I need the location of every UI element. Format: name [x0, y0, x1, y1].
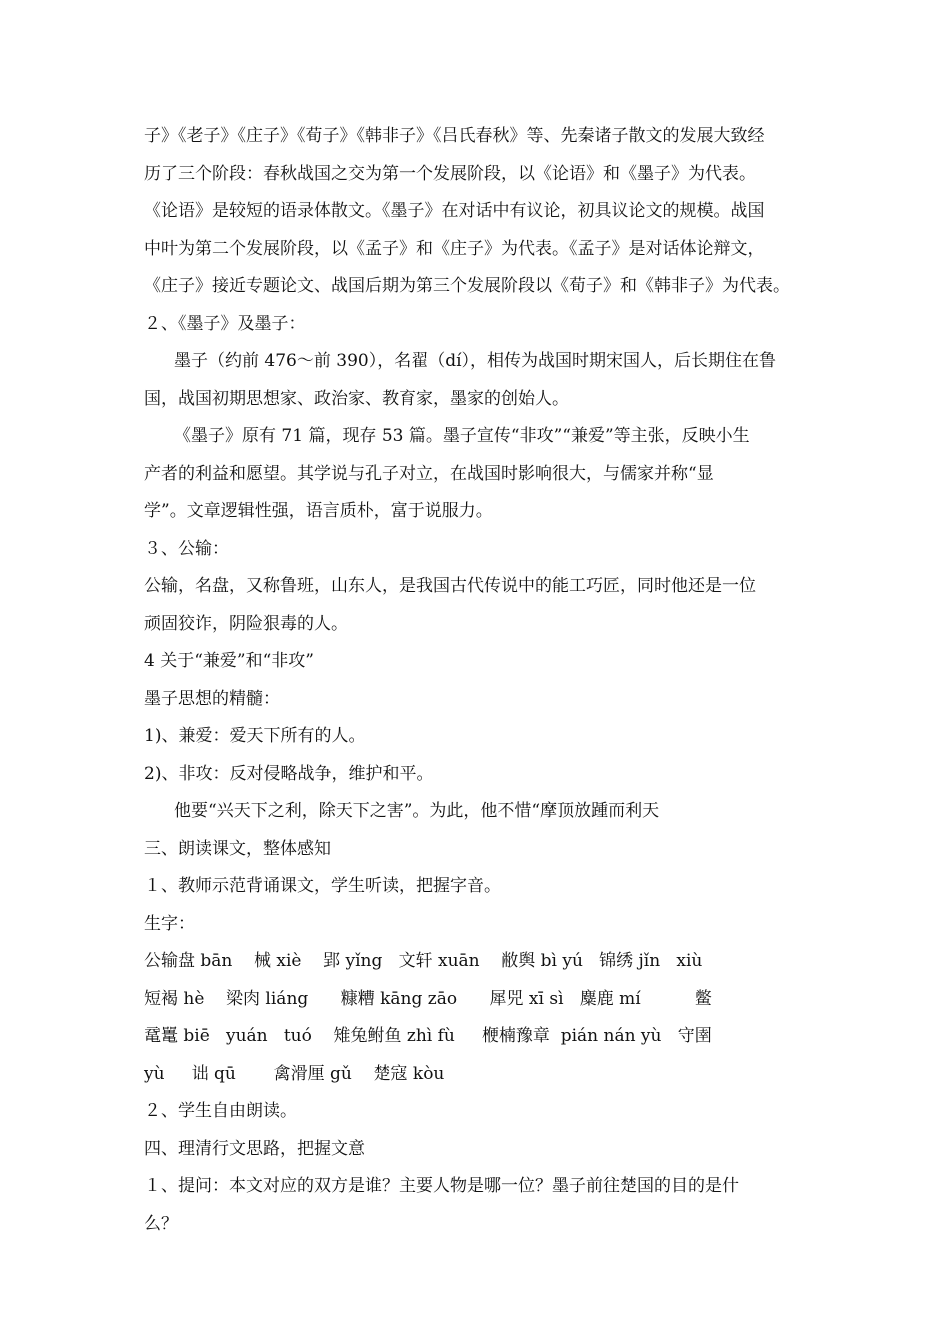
- vocabulary-line: 短褐 hè 梁肉 liáng 糠糟 kāng zāo 犀兕 xī sì 麋鹿 mí 鳖: [144, 988, 712, 1009]
- text-line: 他要“兴天下之利，除天下之害”。为此，他不惜“摩顶放踵而利天: [174, 801, 660, 821]
- text-line: 《庄子》接近专题论文、战国后期为第三个发展阶段以《荀子》和《韩非子》为代表。: [144, 276, 790, 296]
- text-line: 么？: [144, 1213, 178, 1234]
- text-line: 生字：: [144, 913, 195, 934]
- text-line: 墨子思想的精髓：: [144, 688, 280, 709]
- list-item: 1)、兼爱：爱天下所有的人。: [144, 726, 366, 746]
- text-line: 国，战国初期思想家、政治家、教育家，墨家的创始人。: [144, 388, 569, 409]
- section-heading: 三、朗读课文，整体感知: [144, 838, 331, 859]
- section-heading: 4 关于“兼爱”和“非攻”: [144, 651, 314, 671]
- document-body: [144, 118, 824, 1243]
- section-heading: ２、《墨子》及墨子：: [144, 313, 306, 334]
- vocabulary-line: 公输盘 bān 械 xiè 郢 yǐng 文轩 xuān 敝舆 bì yú 锦绣 jǐn xiù: [144, 951, 703, 971]
- text-line: 中叶为第二个发展阶段，以《孟子》和《庄子》为代表。《孟子》是对话体论辩文，: [144, 238, 765, 259]
- text-line: 《墨子》原有 71 篇，现存 53 篇。墨子宣传“非攻”“兼爱”等主张，反映小生: [174, 426, 750, 446]
- section-heading: 四、理清行文思路，把握文意: [144, 1138, 365, 1159]
- text-line: 顽固狡诈，阴险狠毒的人。: [144, 613, 348, 634]
- text-line: 子》《老子》《庄子》《荀子》《韩非子》《吕氏春秋》等、先秦诸子散文的发展大致经: [144, 126, 765, 146]
- list-item: １、提问：本文对应的双方是谁？主要人物是哪一位？墨子前往楚国的目的是什: [144, 1176, 739, 1196]
- vocabulary-line: 鼋鼍 biē yuán tuó 雉兔鲋鱼 zhì fù 楩楠豫章 pián nán yù 守圉: [144, 1026, 712, 1046]
- text-line: 《论语》是较短的语录体散文。《墨子》在对话中有议论，初具议论文的规模。战国: [144, 201, 765, 221]
- text-line: 历了三个阶段：春秋战国之交为第一个发展阶段，以《论语》和《墨子》为代表。: [144, 163, 756, 184]
- list-item: 2)、非攻：反对侵略战争，维护和平。: [144, 763, 434, 784]
- text-line: 公输，名盘，又称鲁班，山东人，是我国古代传说中的能工巧匠，同时他还是一位: [144, 576, 756, 596]
- list-item: １、教师示范背诵课文，学生听读，把握字音。: [144, 876, 501, 896]
- text-line: 学”。文章逻辑性强，语言质朴，富于说服力。: [144, 501, 493, 521]
- text-line: 墨子（约前 476～前 390），名翟（dí），相传为战国时期宋国人，后长期住在鲁: [174, 351, 777, 371]
- section-heading: ３、公输：: [144, 538, 229, 559]
- vocabulary-line: yù 诎 qū 禽滑厘 gǔ 楚寇 kòu: [144, 1063, 445, 1084]
- text-line: 产者的利益和愿望。其学说与孔子对立，在战国时影响很大，与儒家并称“显: [144, 463, 714, 484]
- list-item: ２、学生自由朗读。: [144, 1101, 297, 1121]
